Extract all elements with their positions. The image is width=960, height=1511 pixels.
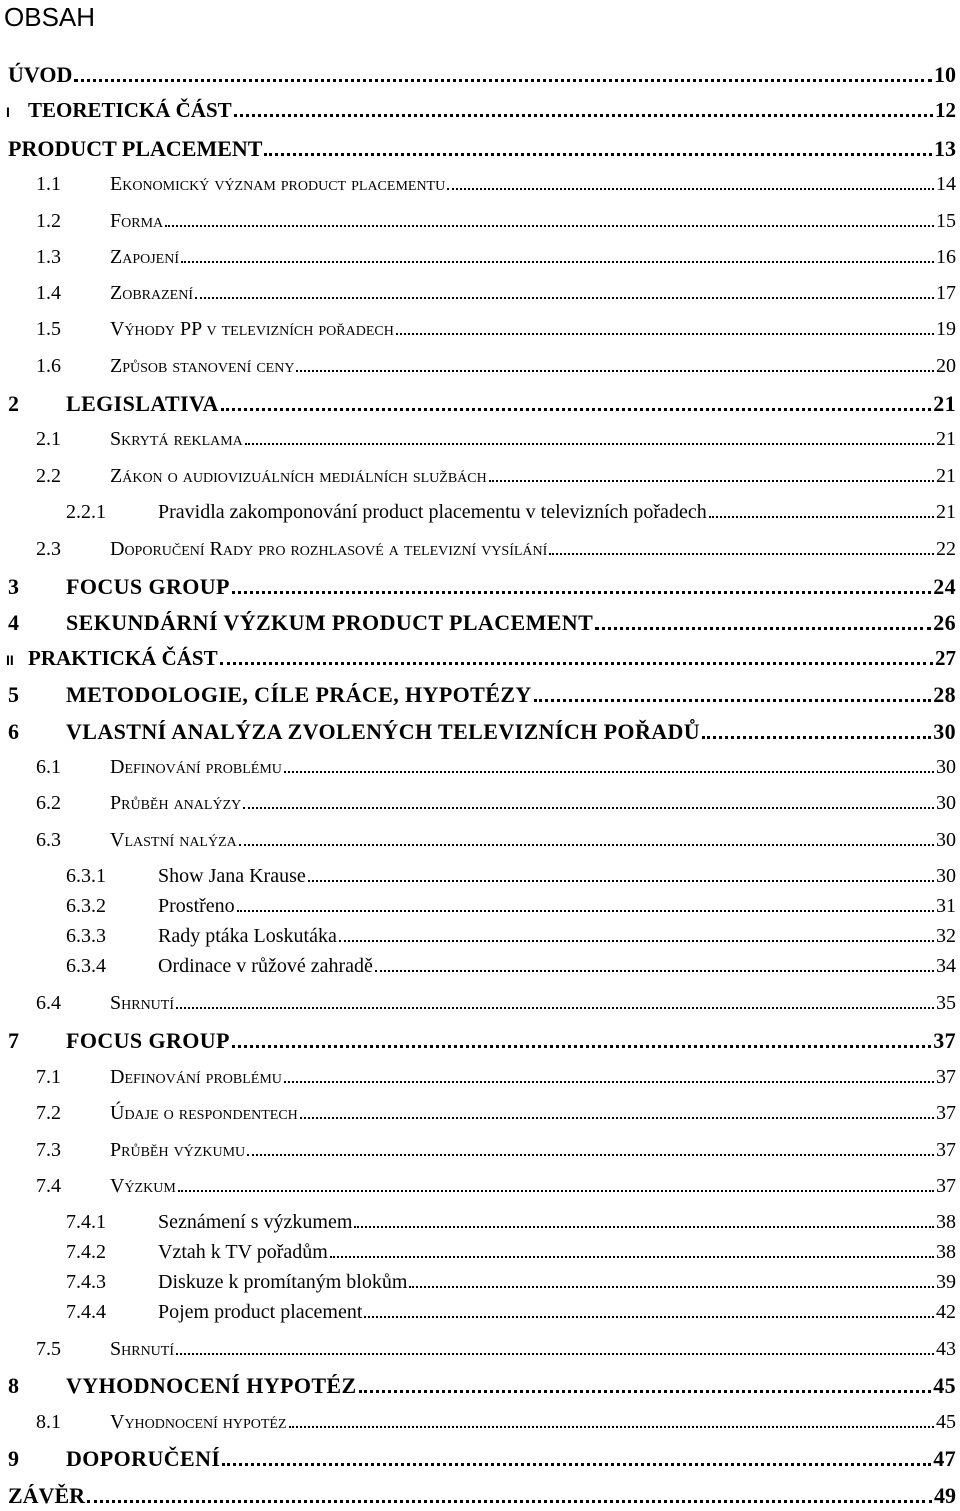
toc-entry-page: 45 (936, 1411, 956, 1433)
toc-entry-title: VLASTNÍ ANALÝZA ZVOLENÝCH TELEVIZNÍCH POŘADŮ (66, 719, 701, 744)
dot-leader (247, 1136, 934, 1156)
dot-leader (232, 572, 931, 594)
dot-leader (308, 862, 934, 882)
toc-entry[interactable] (66, 1298, 956, 1326)
toc-entry-page: 21 (933, 391, 956, 416)
toc-entry-page: 16 (936, 246, 956, 268)
dot-leader (222, 1444, 931, 1466)
toc-entry-number: 2.1 (36, 428, 61, 450)
toc-entry[interactable] (6, 96, 956, 124)
toc-entry-number: 1.4 (36, 282, 61, 304)
toc-entry-number: 1.3 (36, 246, 61, 268)
dot-leader (364, 1298, 934, 1318)
toc-entry[interactable] (36, 535, 956, 563)
toc-entry-number: 2.2 (36, 465, 61, 487)
dot-leader (709, 498, 934, 518)
toc-entry-number: 2.3 (36, 538, 61, 560)
dot-leader (375, 952, 934, 972)
dot-leader (176, 1335, 934, 1355)
toc-entry-title: Shrnutí (110, 992, 175, 1014)
toc-entry-title: SEKUNDÁRNÍ VÝZKUM PRODUCT PLACEMENT (66, 610, 594, 635)
toc-entry[interactable] (36, 1099, 956, 1127)
toc-entry[interactable] (8, 1371, 956, 1399)
toc-entry-page: 31 (936, 895, 956, 917)
toc-entry-page: 30 (933, 719, 956, 744)
toc-entry[interactable] (66, 892, 956, 920)
toc-entry-page: 27 (935, 646, 956, 670)
toc-entry-page: 20 (936, 355, 956, 377)
toc-entry[interactable] (36, 170, 956, 198)
toc-entry[interactable] (36, 279, 956, 307)
toc-entry-title: LEGISLATIVA (66, 391, 219, 416)
toc-entry-title: PRAKTICKÁ ČÁST (28, 646, 218, 670)
toc-entry[interactable] (36, 352, 956, 380)
toc-entry-page: 12 (935, 98, 956, 122)
toc-entry-title: TEORETICKÁ ČÁST (28, 98, 232, 122)
toc-entry[interactable] (36, 462, 956, 490)
toc-entry[interactable] (66, 922, 956, 950)
dot-leader (359, 1371, 932, 1393)
toc-entry-page: 21 (936, 428, 956, 450)
toc-entry-page: 37 (933, 1028, 956, 1053)
toc-entry-title: Definování problému (110, 756, 282, 778)
toc-entry[interactable] (8, 680, 956, 708)
toc-entry-title: Doporučení Rady pro rozhlasové a televizní vysílání (110, 538, 548, 560)
toc-entry-title: Průběh analýzy (110, 792, 242, 814)
toc-entry-page: 22 (936, 538, 956, 560)
toc-entry-title: DOPORUČENÍ (66, 1446, 221, 1471)
dot-leader (178, 1172, 934, 1192)
dot-leader (87, 1481, 932, 1503)
toc-entry[interactable] (8, 1026, 956, 1054)
toc-entry[interactable] (36, 753, 956, 781)
toc-entry-number: 6.4 (36, 992, 61, 1014)
toc-entry[interactable] (36, 789, 956, 817)
toc-entry-number: 8 (8, 1373, 20, 1398)
toc-entry[interactable] (8, 717, 956, 745)
toc-entry-title: Pojem product placement (158, 1301, 363, 1323)
dot-leader (489, 462, 934, 482)
toc-entry-page: 24 (933, 574, 956, 599)
toc-entry-page: 47 (933, 1446, 956, 1471)
toc-entry-page: 38 (936, 1241, 956, 1263)
toc-entry-page: 38 (936, 1211, 956, 1233)
dot-leader (296, 352, 934, 372)
toc-entry[interactable] (36, 243, 956, 271)
toc-entry-title: Seznámení s výzkumem (158, 1211, 353, 1233)
dot-leader (221, 389, 931, 411)
toc-entry-title: Vyhodnocení hypotéz (110, 1411, 287, 1433)
toc-entry[interactable] (8, 608, 956, 636)
toc-entry-page: 35 (936, 992, 956, 1014)
toc-entry-page: 19 (936, 318, 956, 340)
toc-entry-number: 6.3 (36, 829, 61, 851)
dot-leader (289, 1408, 934, 1428)
toc-entry-number: 8.1 (36, 1411, 61, 1433)
toc-entry-number: 7.4.2 (66, 1241, 106, 1263)
dot-leader (237, 892, 934, 912)
toc-entry-title: ZÁVĚR (8, 1483, 86, 1508)
toc-entry-title: Údaje o respondentech (110, 1102, 298, 1124)
dot-leader (339, 922, 934, 942)
toc-entry-page: 21 (936, 465, 956, 487)
toc-entry-title: Zapojení (110, 246, 179, 268)
toc-entry-page: 10 (934, 62, 956, 87)
toc-entry-page: 30 (936, 829, 956, 851)
toc-entry-page: 34 (936, 955, 956, 977)
dot-leader (702, 717, 931, 739)
toc-entry-title: Shrnutí (110, 1338, 175, 1360)
toc-entry-number: 6.3.3 (66, 925, 106, 947)
toc-entry-number: 7 (8, 1028, 20, 1053)
toc-entry[interactable] (36, 989, 956, 1017)
toc-entry-title: Ekonomický význam product placementu (110, 173, 446, 195)
toc-entry-number: 6 (8, 719, 20, 744)
toc-entry-title: Zobrazení (110, 282, 193, 304)
dot-leader (409, 1268, 934, 1288)
toc-entry[interactable] (66, 1268, 956, 1296)
toc-entry[interactable] (8, 134, 956, 162)
toc-entry-title: Forma (110, 210, 164, 232)
toc-entry-number: II (6, 652, 14, 668)
toc-entry-number: 9 (8, 1446, 20, 1471)
toc-entry-number: I (6, 104, 10, 120)
toc-entry-page: 14 (936, 173, 956, 195)
page-title: OBSAH (4, 2, 96, 32)
toc-entry-title: ÚVOD (8, 62, 73, 87)
toc-entry[interactable] (66, 1208, 956, 1236)
dot-leader (300, 1099, 934, 1119)
toc-entry-number: 7.4.1 (66, 1211, 106, 1233)
dot-leader (284, 753, 934, 773)
toc-entry-title: PRODUCT PLACEMENT (8, 136, 263, 161)
toc-entry-title: METODOLOGIE, CÍLE PRÁCE, HYPOTÉZY (66, 682, 532, 707)
toc-entry-number: 4 (8, 610, 20, 635)
dot-leader (447, 170, 934, 190)
toc-entry-title: Vztah k TV pořadům (158, 1241, 328, 1263)
toc-entry[interactable] (8, 572, 956, 600)
toc-entry[interactable] (36, 1136, 956, 1164)
toc-entry-page: 39 (936, 1271, 956, 1293)
dot-leader (264, 134, 932, 156)
toc-entry-title: Definování problému (110, 1066, 282, 1088)
toc-entry-title: Diskuze k promítaným blokům (158, 1271, 408, 1293)
toc-entry-page: 37 (936, 1066, 956, 1088)
toc-entry-title: Průběh výzkumu (110, 1139, 246, 1161)
toc-entry-page: 30 (936, 756, 956, 778)
toc-entry-page: 28 (933, 682, 956, 707)
toc-entry-title: Způsob stanovení ceny (110, 355, 295, 377)
dot-leader (234, 96, 933, 117)
dot-leader (354, 1208, 934, 1228)
toc-entry-number: 7.2 (36, 1102, 61, 1124)
toc-entry[interactable] (8, 389, 956, 417)
toc-entry-title: Pravidla zakomponování product placementu v televizních pořadech (158, 501, 707, 523)
toc-entry-number: 6.3.4 (66, 955, 106, 977)
dot-leader (181, 243, 934, 263)
toc-entry-number: 1.6 (36, 355, 61, 377)
toc-entry-number: 1.5 (36, 318, 61, 340)
dot-leader (245, 425, 934, 445)
toc-entry-title: Skrytá reklama (110, 428, 243, 450)
toc-entry-number: 7.4.3 (66, 1271, 106, 1293)
toc-entry-page: 15 (936, 210, 956, 232)
dot-leader (165, 207, 934, 227)
toc-entry[interactable] (8, 60, 956, 88)
toc-entry-title: Show Jana Krause (158, 865, 306, 887)
toc-entry-number: 6.3.2 (66, 895, 106, 917)
toc-entry-title: Rady ptáka Loskutáka (158, 925, 337, 947)
toc-entry[interactable] (36, 425, 956, 453)
toc-entry-page: 49 (934, 1483, 956, 1508)
toc-entry[interactable] (66, 498, 956, 526)
toc-entry-number: 6.2 (36, 792, 61, 814)
dot-leader (220, 644, 933, 665)
toc-entry[interactable] (36, 315, 956, 343)
toc-entry-page: 21 (936, 501, 956, 523)
toc-entry-page: 26 (933, 610, 956, 635)
toc-entry[interactable] (36, 1172, 956, 1200)
toc-entry-number: 7.3 (36, 1139, 61, 1161)
toc-entry[interactable] (36, 1063, 956, 1091)
toc-entry[interactable] (36, 1335, 956, 1363)
toc-entry-number: 2.2.1 (66, 501, 106, 523)
toc-entry-title: Zákon o audiovizuálních mediálních službách (110, 465, 487, 487)
toc-entry[interactable] (66, 862, 956, 890)
toc-entry-number: 7.4 (36, 1175, 61, 1197)
toc-entry-page: 17 (936, 282, 956, 304)
toc-entry[interactable] (66, 952, 956, 980)
toc-entry-title: Výhody PP v televizních pořadech (110, 318, 394, 340)
toc-entry-page: 37 (936, 1102, 956, 1124)
toc-entry-page: 45 (933, 1373, 956, 1398)
toc-entry-title: Výzkum (110, 1175, 176, 1197)
toc-entry-title: FOCUS GROUP (66, 574, 230, 599)
toc-entry-page: 30 (936, 865, 956, 887)
dot-leader (239, 826, 934, 846)
toc-entry-page: 37 (936, 1175, 956, 1197)
toc-entry-number: 1.2 (36, 210, 61, 232)
toc-entry-title: Ordinace v růžové zahradě (158, 955, 373, 977)
toc-entry-number: 6.3.1 (66, 865, 106, 887)
toc-entry[interactable] (36, 207, 956, 235)
toc-entry-title: VYHODNOCENÍ HYPOTÉZ (66, 1373, 357, 1398)
toc-entry[interactable] (36, 826, 956, 854)
dot-leader (595, 608, 931, 630)
toc-entry[interactable] (36, 1408, 956, 1436)
toc-entry-page: 42 (936, 1301, 956, 1323)
toc-entry-number: 2 (8, 391, 20, 416)
dot-leader (74, 60, 932, 82)
dot-leader (243, 789, 934, 809)
toc-entry[interactable] (8, 1481, 956, 1509)
toc-entry-number: 5 (8, 682, 20, 707)
toc-entry-page: 43 (936, 1338, 956, 1360)
toc-entry-number: 1.1 (36, 173, 61, 195)
dot-leader (534, 680, 931, 702)
dot-leader (396, 315, 934, 335)
toc-entry-number: 6.1 (36, 756, 61, 778)
toc-entry[interactable] (8, 1444, 956, 1472)
toc-entry[interactable] (6, 644, 956, 672)
dot-leader (549, 535, 934, 555)
toc-entry-number: 7.1 (36, 1066, 61, 1088)
dot-leader (176, 989, 934, 1009)
dot-leader (330, 1238, 934, 1258)
toc-entry[interactable] (66, 1238, 956, 1266)
dot-leader (195, 279, 934, 299)
toc-entry-page: 32 (936, 925, 956, 947)
dot-leader (232, 1026, 931, 1048)
toc-entry-title: FOCUS GROUP (66, 1028, 230, 1053)
toc-entry-page: 37 (936, 1139, 956, 1161)
toc-entry-number: 3 (8, 574, 20, 599)
toc-entry-page: 30 (936, 792, 956, 814)
toc-entry-page: 13 (934, 136, 956, 161)
dot-leader (284, 1063, 934, 1083)
toc-entry-number: 7.4.4 (66, 1301, 106, 1323)
toc-entry-title: Prostřeno (158, 895, 235, 917)
toc-entry-number: 7.5 (36, 1338, 61, 1360)
toc-entry-title: Vlastní nalýza (110, 829, 237, 851)
